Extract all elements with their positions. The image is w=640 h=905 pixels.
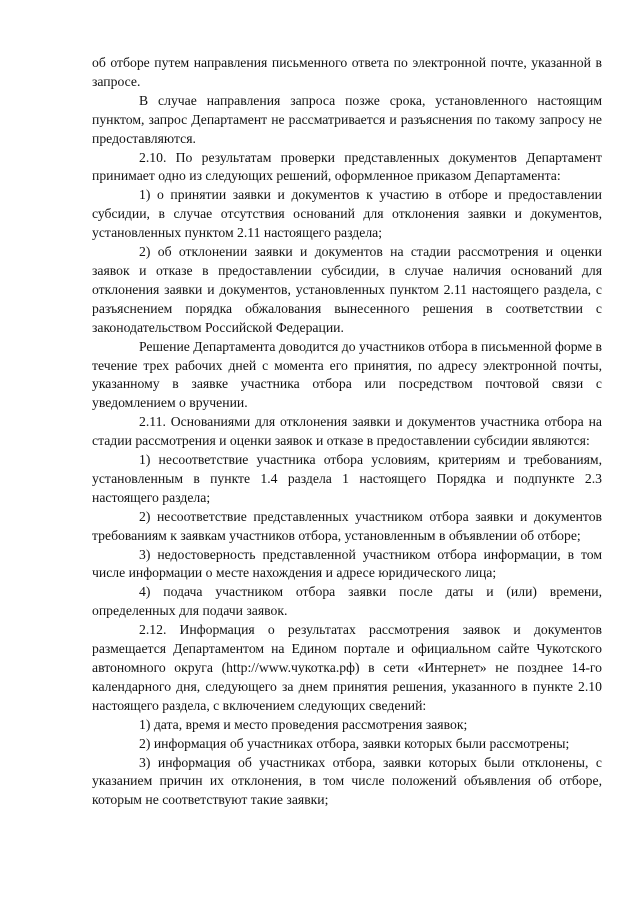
paragraph: 2.11. Основаниями для отклонения заявки и документов участника отбора на стадии рассмотрения и оценки заявок и отказе в предоставлении субсидии являются: [92, 414, 602, 449]
paragraph: 3) недостоверность представленной участником отбора информации, в том числе информации о месте нахождения и адресе юридического лица; [92, 546, 602, 581]
paragraph: 2) несоответствие представленных участником отбора заявки и документов требованиям к заявкам участников отбора, установленным в объявлении об отборе; [92, 508, 602, 543]
paragraph: 2) информация об участниках отбора, заявки которых были рассмотрены; [139, 735, 570, 751]
paragraph: В случае направления запроса позже срока, установленного настоящим пунктом, запрос Департамент не рассматривается и разъяснения по такому запросу не предоставляются. [92, 92, 602, 146]
paragraph: 1) о принятии заявки и документов к участию в отборе и предоставлении субсидии, в случае отсутствия оснований для отклонения заявки и документов, установленных пунктом 2.11 настоящего раздела; [92, 187, 602, 241]
paragraph: 4) подача участником отбора заявки после даты и (или) времени, определенных для подачи заявок. [92, 584, 602, 619]
paragraph: 1) несоответствие участника отбора условиям, критериям и требованиям, установленным в пункте 1.4 раздела 1 настоящего Порядка и подпункте 2.3 настоящего раздела; [92, 452, 602, 505]
paragraph: 2) об отклонении заявки и документов на стадии рассмотрения и оценки заявок и отказе в предоставлении субсидии, в случае наличия оснований для отклонения заявки и документов, установленных пунктом 2.11 настоящего раздела, с разъяснением порядка обжалования вынесенного решения в соответствии с законодательством Российской Федерации. [92, 244, 602, 335]
paragraph: 2.10. По результатам проверки представленных документов Департамент принимает одно из следующих решений, оформленное приказом Департамента: [92, 149, 602, 184]
paragraph: 1) дата, время и место проведения рассмотрения заявок; [139, 716, 468, 732]
paragraph: 3) информация об участниках отбора, заявки которых были отклонены, с указанием причин их отклонения, в том числе положений объявления об отборе, которым не соответствуют такие заявки; [92, 754, 602, 808]
paragraph: 2.12. Информация о результатах рассмотрения заявок и документов размещается Департаментом на Едином портале и официальном сайте Чукотского автономного округа (http://www.чукотка.рф) в сети «Интернет» не позднее 14-го календарного дня, следующего за днем принятия решения, указанного в пункте 2.10 настоящего раздела, с включением следующих сведений: [92, 622, 602, 713]
paragraph: об отборе путем направления письменного ответа по электронной почте, указанной в запросе. [92, 55, 602, 89]
paragraph: Решение Департамента доводится до участников отбора в письменной форме в течение трех рабочих дней с момента его принятия, по адресу электронной почты, указанному в заявке участника отбора или посредством почтовой связи с уведомлением о вручении. [92, 338, 602, 411]
